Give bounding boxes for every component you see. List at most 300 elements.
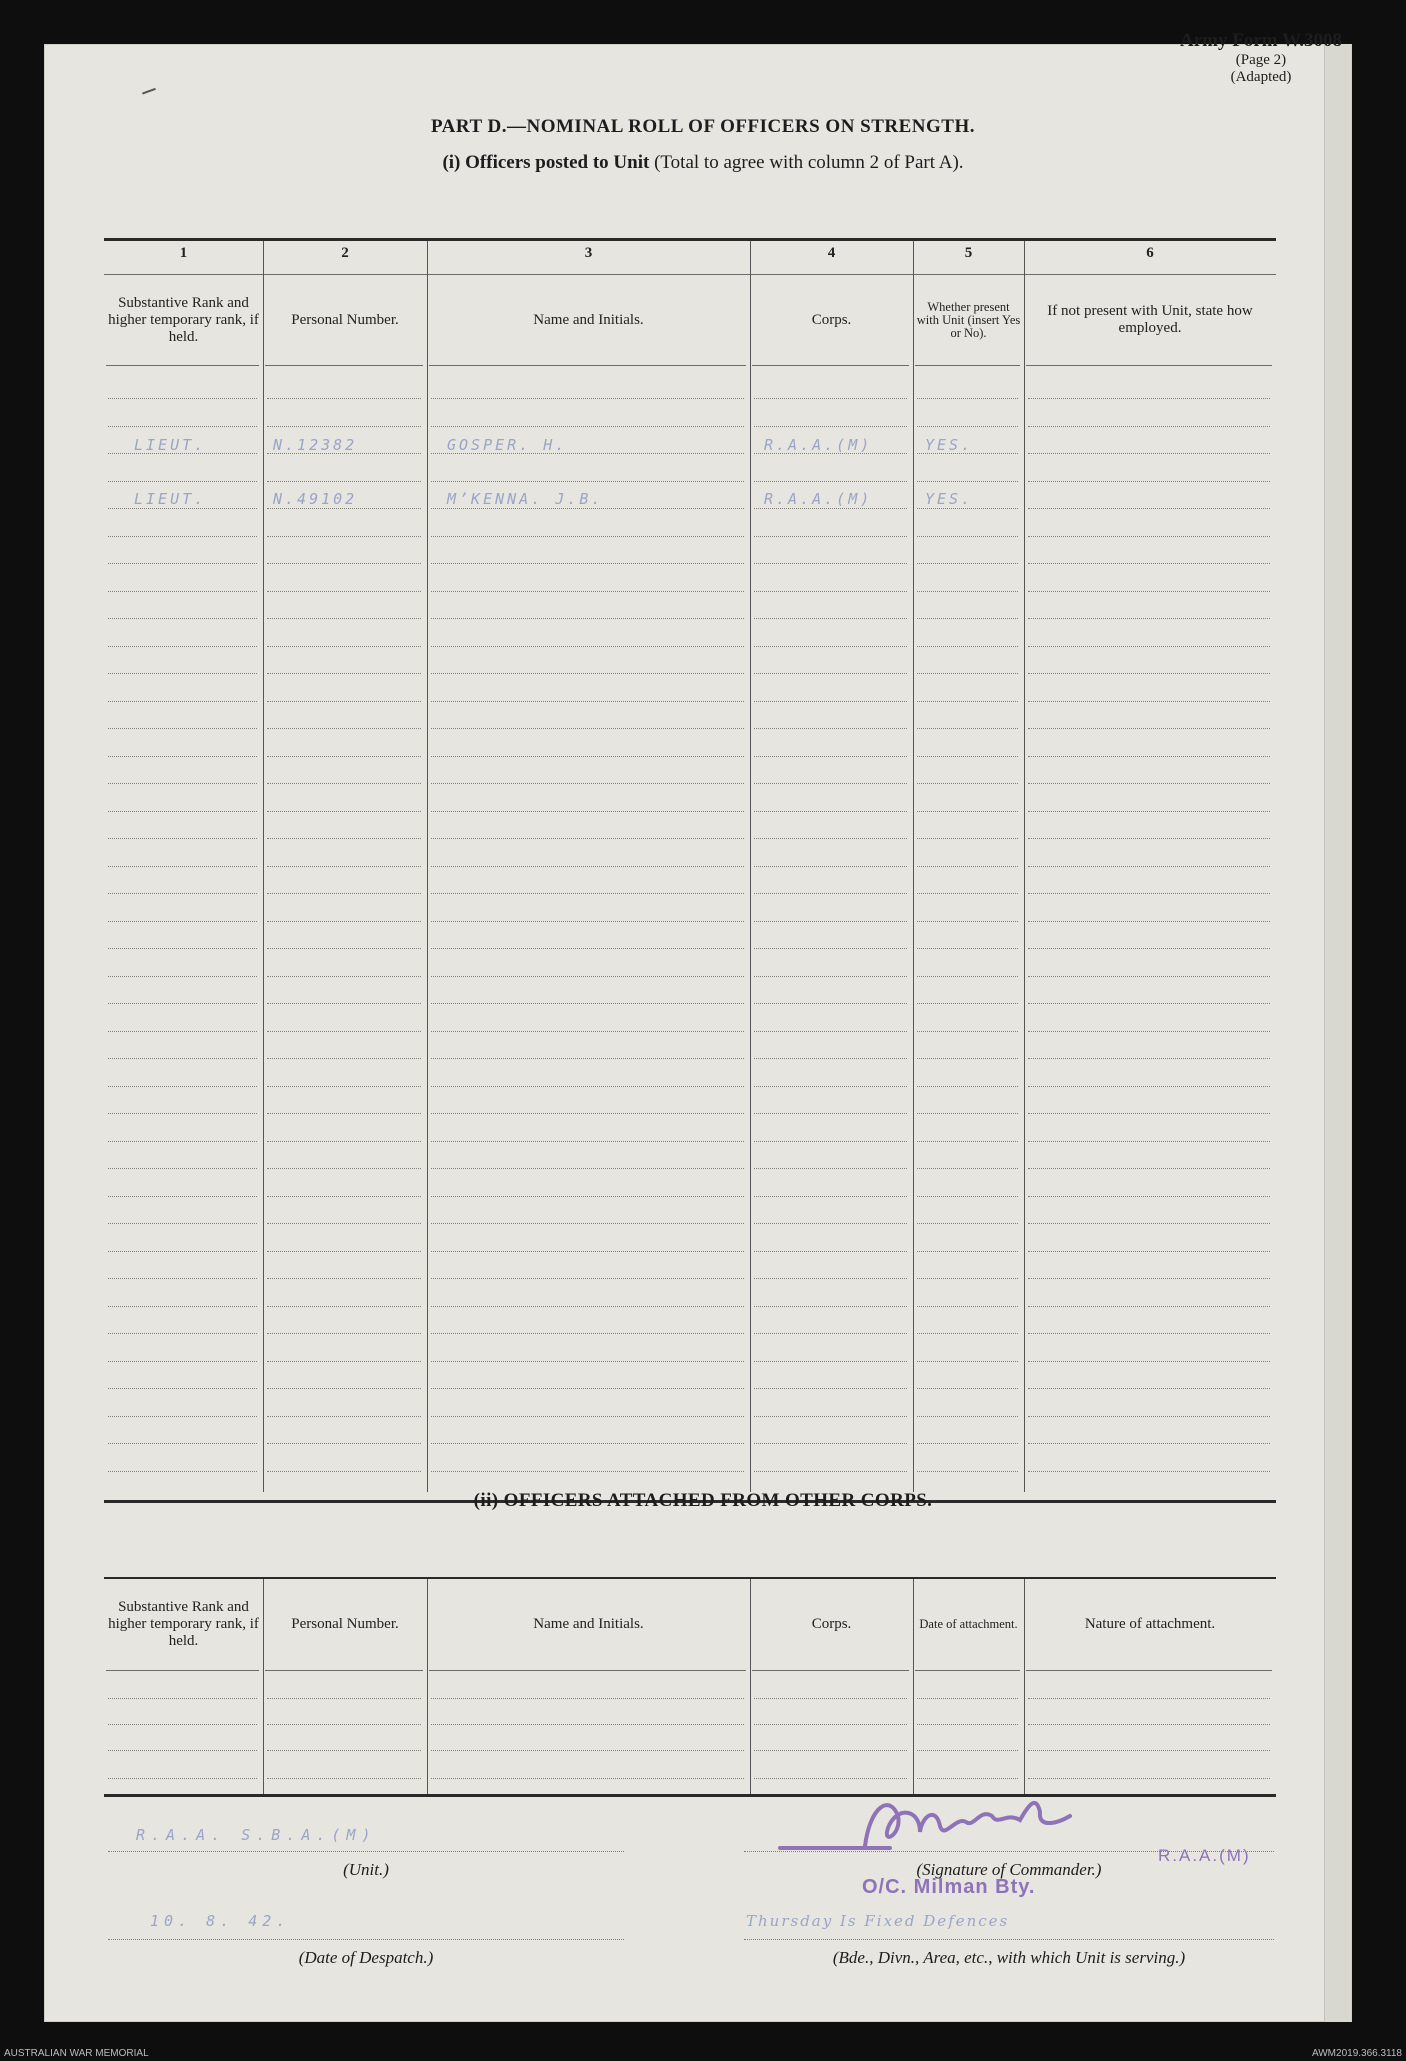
table1-row-line [917,508,1018,509]
table2-column-line [750,1579,751,1794]
entry-number: N.49102 [273,490,358,508]
table1-row-line [431,811,744,812]
section1-title [0,152,1406,174]
header-underline [429,365,746,366]
table1-row-line [754,756,907,757]
part-title: PART D.—NOMINAL ROLL OF OFFICERS ON STRENGTH. [430,116,976,137]
table1-column-line [427,241,428,1492]
table1-row-line [1028,976,1270,977]
table1-row-line [917,1086,1018,1087]
table1-row-line [431,838,744,839]
table1-row-line [431,756,744,757]
table1-row-line [108,893,257,894]
table1-row-line [1028,1003,1270,1004]
column-number: 4 [827,245,836,261]
table2-row-line [1028,1698,1270,1699]
table1-row-line [1028,618,1270,619]
table2-row-line [108,1750,257,1751]
table1-row-line [1028,728,1270,729]
table1-row-line [1028,563,1270,564]
table1-row-line [754,591,907,592]
table1-column-line [913,241,914,1492]
table1-row-line [917,1058,1018,1059]
table1-row-line [917,673,1018,674]
table1-row-line [431,1388,744,1389]
table1-row-line [431,1416,744,1417]
signature-label: (Signature of Commander.) [916,1860,1102,1879]
table1-row-line [431,398,744,399]
table1-row-line [267,811,421,812]
table1-row-line [431,1251,744,1252]
table1-row-line [108,948,257,949]
table1-row-line [1028,591,1270,592]
table2-row-line [754,1698,907,1699]
entry-corps: R.A.A.(M) [764,490,873,508]
table1-row-line [108,1031,257,1032]
header-underline [106,365,259,366]
table1-row-line [267,1416,421,1417]
table1-row-line [1028,536,1270,537]
table1-row-line [431,646,744,647]
table1-row-line [267,1141,421,1142]
table1-row-line [917,811,1018,812]
table1-row-line [754,563,907,564]
header-underline [265,365,423,366]
table1-row-line [431,508,744,509]
table1-row-line [754,618,907,619]
table1-row-line [1028,453,1270,454]
table1-row-line [431,1223,744,1224]
table2-row-line [1028,1724,1270,1725]
table1-row-line [431,1278,744,1279]
table1-row-line [267,481,421,482]
table1-row-line [108,1443,257,1444]
table1-row-line [754,1168,907,1169]
commander-signature [770,1786,1190,1866]
table1-row-line [1028,1278,1270,1279]
table1-row-line [108,1141,257,1142]
table1-row-line [754,398,907,399]
page-curl-edge [1324,44,1351,2022]
table1-row-line [108,1223,257,1224]
table1-row-line [1028,673,1270,674]
header-underline [915,1670,1020,1671]
table1-row-line [431,1113,744,1114]
table1-row-line [431,1086,744,1087]
table1-row-line [267,756,421,757]
table1-row-line [267,508,421,509]
table1-row-line [754,1113,907,1114]
column-header: Corps. [811,311,852,328]
table1-row-line [108,1251,257,1252]
table1-row-line [431,1361,744,1362]
table1-row-line [917,1278,1018,1279]
table1-row-line [108,1416,257,1417]
table1-row-line [108,1361,257,1362]
table1-top-rule [104,238,1276,241]
table1-row-line [108,756,257,757]
table1-row-line [431,563,744,564]
table1-row-line [917,618,1018,619]
table1-row-line [1028,481,1270,482]
table1-row-line [917,591,1018,592]
table1-row-line [1028,1416,1270,1417]
table1-column-line [263,241,264,1492]
table1-row-line [1028,1361,1270,1362]
table1-row-line [917,783,1018,784]
section1-title-rest: (Total to agree with column 2 of Part A). [649,152,964,173]
table1-row-line [431,1058,744,1059]
table1-row-line [108,508,257,509]
table1-row-line [108,1306,257,1307]
table1-row-line [754,1251,907,1252]
table1-row-line [108,838,257,839]
table1-row-line [917,646,1018,647]
table1-row-line [1028,811,1270,812]
column-header: Substantive Rank and higher temporary rank, if held. [108,294,259,345]
table1-row-line [108,1086,257,1087]
table1-row-line [1028,1141,1270,1142]
table1-row-line [267,673,421,674]
table1-row-line [267,1278,421,1279]
table1-row-line [108,1168,257,1169]
table1-row-line [1028,1168,1270,1169]
table1-row-line [917,1196,1018,1197]
table1-row-line [754,1086,907,1087]
table1-row-line [917,1168,1018,1169]
table1-row-line [267,1031,421,1032]
table1-row-line [267,1003,421,1004]
table1-row-line [431,591,744,592]
column-header: If not present with Unit, state how employed. [1047,303,1253,336]
header-underline [106,1670,259,1671]
table1-row-line [267,1388,421,1389]
table2-column-line [913,1579,914,1794]
table2-row-line [267,1750,421,1751]
header-underline [429,1670,746,1671]
table1-row-line [754,1443,907,1444]
table1-row-line [917,1113,1018,1114]
table1-row-line [1028,893,1270,894]
table1-row-line [267,921,421,922]
table1-row-line [267,728,421,729]
table1-row-line [754,1361,907,1362]
table1-row-line [267,1251,421,1252]
table2-row-line [267,1698,421,1699]
table2-row-line [431,1778,744,1779]
form-adapted: (Adapted) [1230,69,1292,85]
table2-row-line [1028,1778,1270,1779]
bde-label: (Bde., Divn., Area, etc., with which Unit is serving.) [832,1948,1186,1967]
table1-row-line [431,481,744,482]
table1-row-line [267,1086,421,1087]
table1-row-line [267,976,421,977]
column-header: Date of attachment. [919,1616,1018,1631]
table1-row-line [267,618,421,619]
table1-row-line [108,1471,257,1472]
table1-row-line [267,1333,421,1334]
table1-row-line [917,1416,1018,1417]
table2-row-line [1028,1750,1270,1751]
table1-row-line [108,1388,257,1389]
table1-row-line [108,783,257,784]
table1-row-line [1028,1086,1270,1087]
table1-row-line [108,701,257,702]
section1-title-bold: (i) Officers posted to Unit [442,152,650,173]
table1-row-line [754,701,907,702]
table1-row-line [917,536,1018,537]
unit-value: R.A.A. S.B.A.(M) [136,1826,377,1844]
table1-row-line [108,1003,257,1004]
table1-row-line [917,866,1018,867]
table1-row-line [267,1058,421,1059]
table1-row-line [431,976,744,977]
table1-row-line [431,728,744,729]
form-number: Army Form W.3008 [1179,30,1342,51]
table1-row-line [754,1141,907,1142]
table1-row-line [267,426,421,427]
table1-row-line [108,646,257,647]
table1-row-line [1028,1031,1270,1032]
table1-row-line [917,1223,1018,1224]
column-header: Name and Initials. [533,1615,644,1632]
table1-row-line [754,508,907,509]
stamp-line: O/C. Milman Bty. [862,1876,1036,1898]
table2-column-line [1024,1579,1025,1794]
table2-row-line [917,1698,1018,1699]
table1-row-line [917,838,1018,839]
table1-row-line [267,838,421,839]
table1-row-line [431,1333,744,1334]
table1-row-line [754,646,907,647]
table1-row-line [754,893,907,894]
table1-row-line [1028,1443,1270,1444]
table1-row-line [917,1443,1018,1444]
unit-label: (Unit.) [343,1860,389,1879]
table1-row-line [267,948,421,949]
table2-row-line [431,1724,744,1725]
table1-row-line [754,426,907,427]
table1-row-line [267,1471,421,1472]
table1-row-line [431,1471,744,1472]
table1-row-line [754,1278,907,1279]
table1-row-line [1028,1058,1270,1059]
table1-row-line [917,948,1018,949]
table1-row-line [917,701,1018,702]
column-number: 5 [964,245,973,261]
entry-corps: R.A.A.(M) [764,436,873,454]
table2-row-line [431,1698,744,1699]
column-header: Name and Initials. [533,311,644,328]
table1-row-line [754,783,907,784]
table1-row-line [917,1361,1018,1362]
table1-row-line [1028,646,1270,647]
table1-row-line [267,1168,421,1169]
table1-row-line [754,1196,907,1197]
table1-row-line [108,673,257,674]
table1-row-line [108,398,257,399]
table1-row-line [108,481,257,482]
table1-row-line [1028,838,1270,839]
table1-row-line [267,1223,421,1224]
table1-row-line [431,701,744,702]
table2-row-line [108,1724,257,1725]
table1-row-line [267,1196,421,1197]
table1-row-line [431,921,744,922]
table1-row-line [431,673,744,674]
entry-number: N.12382 [273,436,358,454]
form-identifier [1180,30,1342,86]
table1-row-line [108,1113,257,1114]
column-header: Nature of attachment. [1084,1615,1216,1632]
unit-line [108,1851,624,1852]
column-header: Personal Number. [291,311,399,328]
date-value: 10. 8. 42. [150,1912,291,1930]
table1-row-line [754,1058,907,1059]
table1-row-line [431,536,744,537]
table1-row-line [754,536,907,537]
table1-row-line [267,1443,421,1444]
table1-row-line [1028,1306,1270,1307]
column-number: 6 [1146,245,1154,261]
column-number: 1 [179,245,188,261]
header-underline [265,1670,423,1671]
table1-row-line [267,701,421,702]
header-underline [752,365,909,366]
table1-row-line [108,866,257,867]
table1-row-line [267,563,421,564]
table2-row-line [267,1724,421,1725]
table1-row-line [431,948,744,949]
date-label: (Date of Despatch.) [298,1948,434,1967]
bde-line [744,1939,1274,1940]
table1-row-line [431,1443,744,1444]
table2-column-line [427,1579,428,1794]
table1-row-line [1028,398,1270,399]
table2-row-line [754,1778,907,1779]
entry-rank: LIEUT. [134,490,207,508]
table1-row-line [1028,783,1270,784]
table1-row-line [108,426,257,427]
table1-row-line [917,921,1018,922]
table1-column-line [750,241,751,1492]
column-header: Personal Number. [291,1615,399,1632]
header-underline [1026,1670,1272,1671]
table1-row-line [267,646,421,647]
table1-row-line [1028,948,1270,949]
table1-row-line [754,921,907,922]
table1-row-line [1028,1251,1270,1252]
table1-row-line [917,426,1018,427]
table1-row-line [267,866,421,867]
table1-row-line [917,1471,1018,1472]
table1-row-line [754,673,907,674]
table1-row-line [917,1031,1018,1032]
entry-rank: LIEUT. [134,436,207,454]
header-underline [752,1670,909,1671]
table1-row-line [917,481,1018,482]
table1-row-line [1028,1113,1270,1114]
table1-row-line [754,1333,907,1334]
table2-top-rule [104,1577,1276,1579]
table1-row-line [917,398,1018,399]
table1-row-line [754,1471,907,1472]
table1-row-line [108,728,257,729]
table1-row-line [917,893,1018,894]
table1-row-line [754,1388,907,1389]
entry-name: GOSPER. H. [447,436,568,454]
table1-row-line [431,1168,744,1169]
table1-row-line [1028,756,1270,757]
table1-row-line [754,1223,907,1224]
column-header: Substantive Rank and higher temporary rank, if held. [108,1598,259,1649]
table1-row-line [1028,1471,1270,1472]
table1-row-line [108,536,257,537]
column-header: Corps. [811,1615,852,1632]
table1-row-line [267,591,421,592]
table1-row-line [267,1361,421,1362]
table2-row-line [754,1724,907,1725]
table1-number-divider [104,274,1276,275]
table1-row-line [754,976,907,977]
table1-row-line [108,921,257,922]
archive-credit: AUSTRALIAN WAR MEMORIAL [4,2048,149,2059]
column-number: 2 [341,245,349,261]
entry-name: M’KENNA. J.B. [447,490,604,508]
header-underline [915,365,1020,366]
table1-row-line [754,838,907,839]
table1-row-line [917,1333,1018,1334]
table2-row-line [108,1778,257,1779]
table1-row-line [108,563,257,564]
table1-row-line [267,1113,421,1114]
bde-value: Thursday Is Fixed Defences [746,1912,1010,1930]
table1-row-line [917,1306,1018,1307]
table1-row-line [431,866,744,867]
table1-row-line [267,1306,421,1307]
table1-row-line [754,1003,907,1004]
table1-row-line [754,1306,907,1307]
header-underline [1026,365,1272,366]
table1-row-line [108,1333,257,1334]
table1-row-line [1028,1388,1270,1389]
entry-present: YES. [925,436,974,454]
archive-reference: AWM2019.366.3118 [1311,2048,1402,2059]
table1-row-line [1028,508,1270,509]
table1-row-line [267,893,421,894]
table1-row-line [431,1306,744,1307]
table1-row-line [108,1278,257,1279]
table1-row-line [267,536,421,537]
table1-row-line [917,1251,1018,1252]
table1-row-line [108,591,257,592]
table2-row-line [754,1750,907,1751]
table1-row-line [917,756,1018,757]
table1-row-line [1028,1196,1270,1197]
table1-row-line [267,398,421,399]
table1-row-line [1028,866,1270,867]
table1-row-line [1028,426,1270,427]
table1-row-line [431,1003,744,1004]
table1-row-line [431,1031,744,1032]
table2-row-line [917,1778,1018,1779]
table1-row-line [917,728,1018,729]
table1-row-line [1028,921,1270,922]
table1-row-line [754,1416,907,1417]
table1-row-line [754,866,907,867]
section2-title: (ii) OFFICERS ATTACHED FROM OTHER CORPS. [473,1490,933,1511]
table1-row-line [431,1141,744,1142]
